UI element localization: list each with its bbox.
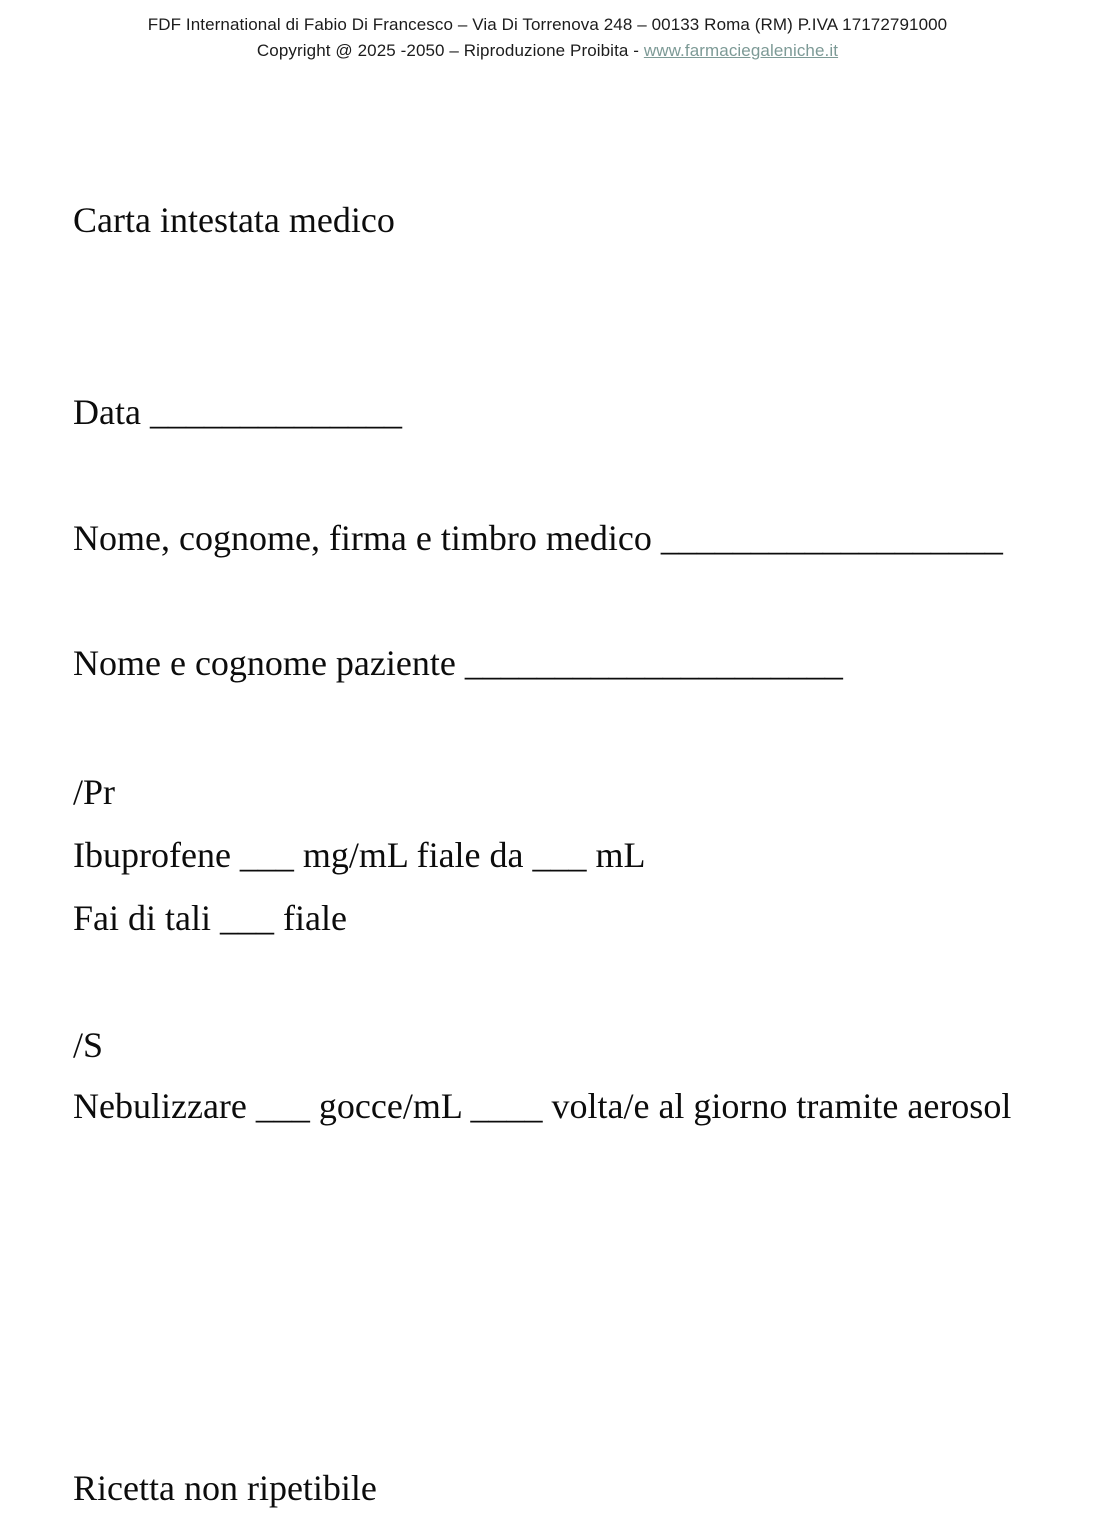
copyright-text: Copyright @ 2025 -2050 – Riproduzione Proibita -: [256, 41, 644, 60]
prescription-marker: /Pr: [73, 772, 116, 812]
website-link[interactable]: www.farmaciegaleniche.it: [643, 41, 839, 60]
dosage-instructions-line: Nebulizzare ___ gocce/mL ____ volta/e al giorno tramite aerosol: [73, 1086, 1012, 1126]
patient-name-line: Nome e cognome paziente _____________________: [73, 643, 843, 683]
page-header: [0, 12, 1095, 64]
dosage-marker: /S: [73, 1025, 104, 1065]
letterhead-placeholder-text: Carta intestata medico: [73, 200, 395, 240]
header-company-line: FDF International di Fabio Di Francesco – Via Di Torrenova 248 – 00133 Roma (RM) P.IVA 17172791000: [147, 15, 948, 34]
non-repeatable-note: Ricetta non ripetibile: [73, 1468, 377, 1508]
header-copyright-line: [0, 38, 1095, 64]
date-line: Data ______________: [73, 392, 402, 432]
doctor-signature-line: Nome, cognome, firma e timbro medico ___________________: [73, 518, 1003, 558]
prescription-line-ibuprofene: Ibuprofene ___ mg/mL fiale da ___ mL: [73, 835, 646, 875]
prescription-line-quantity: Fai di tali ___ fiale: [73, 898, 347, 938]
